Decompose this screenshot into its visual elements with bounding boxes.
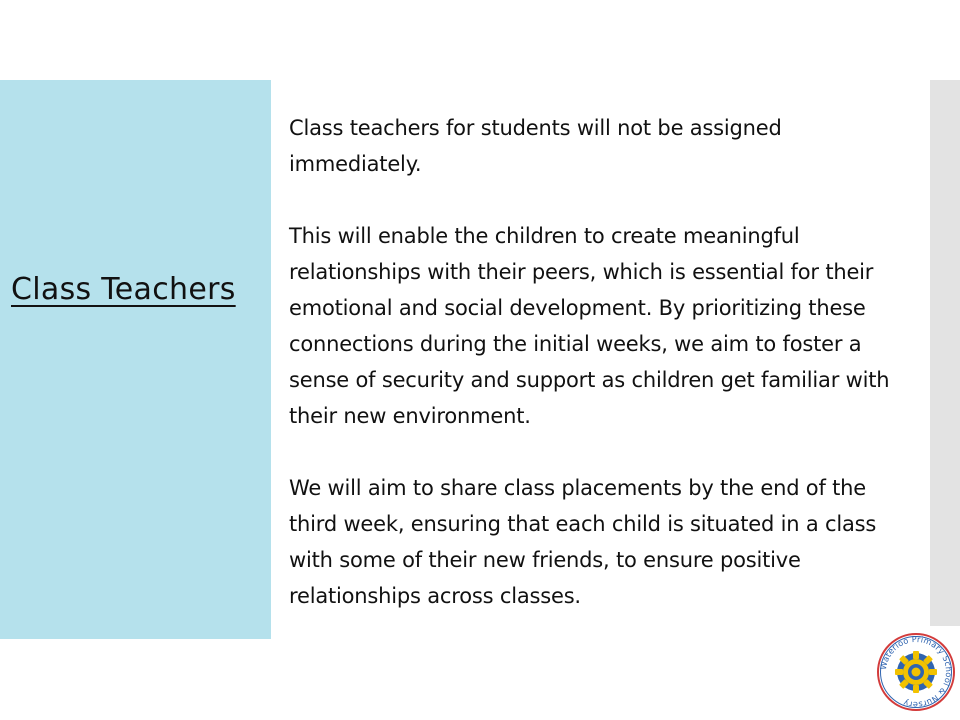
paragraph-1: Class teachers for students will not be assigned immediately. <box>289 116 782 176</box>
slide-heading: Class Teachers <box>11 272 236 307</box>
school-crest-icon <box>876 630 956 714</box>
paragraph-2: This will enable the children to create meaningful relationships with their peers, which is essential for their emotional and social development. By prioritizing these connections during the initial weeks, we aim to foster a sense of security and support as children get familiar with their new environment. <box>289 224 890 428</box>
slide-body <box>289 110 919 614</box>
title-panel <box>0 80 271 639</box>
svg-text:Waterloo Primary School & Nurs: Waterloo Primary School & Nursery <box>877 633 955 711</box>
paragraph-3: We will aim to share class placements by the end of the third week, ensuring that each child is situated in a class with some of their new friends, to ensure positive relationships across classes. <box>289 476 877 608</box>
right-decorative-strip <box>930 80 960 626</box>
